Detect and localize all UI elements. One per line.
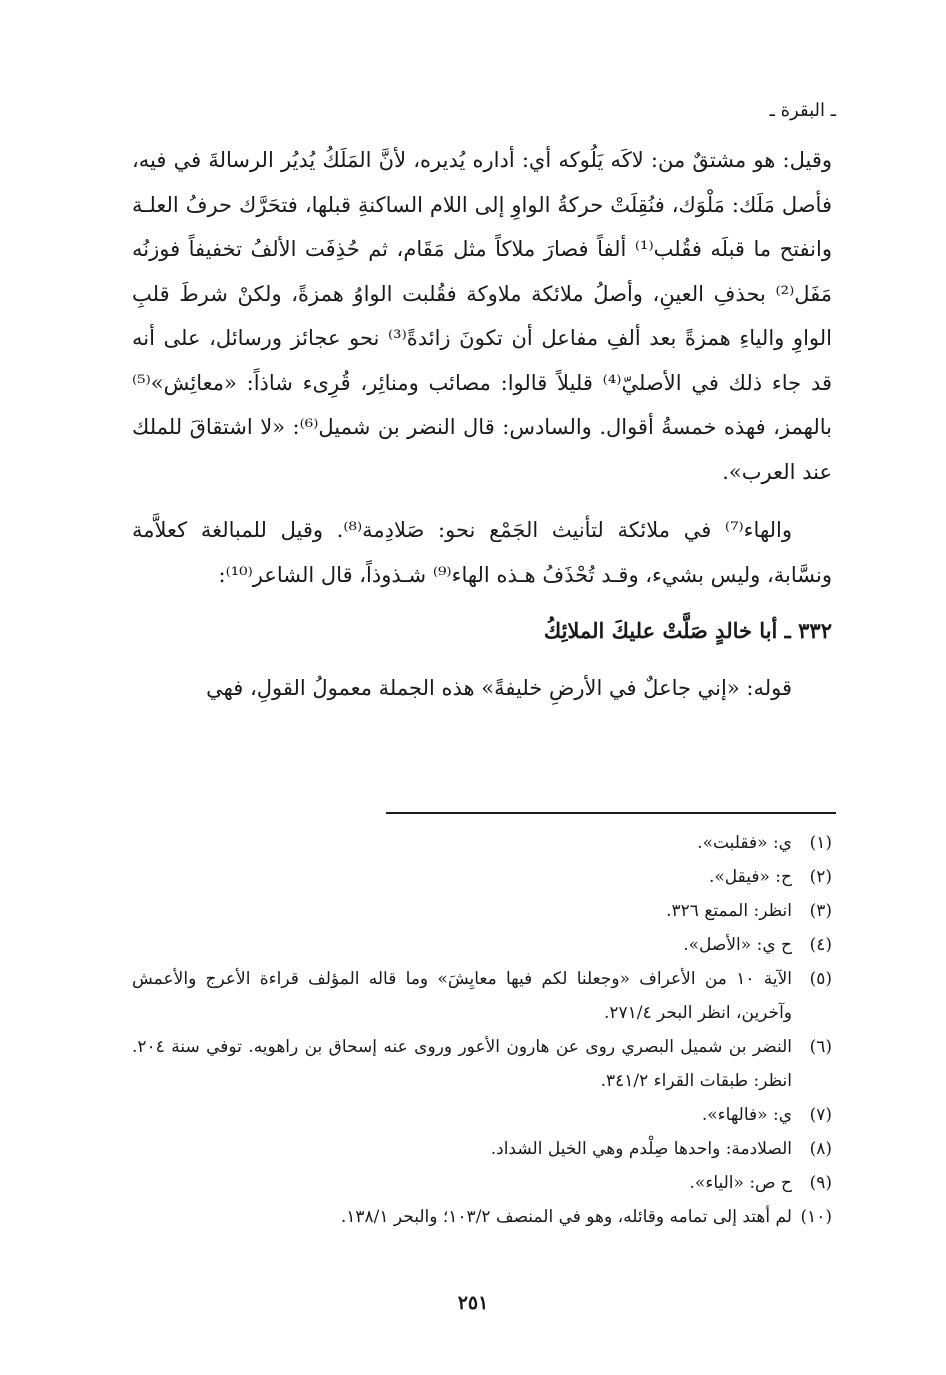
- footnote-text: الآية ١٠ من الأعراف «وجعلنا لكم فيها معايِشَ» وما قاله المؤلف قراءة الأعرج والأعمش وآخرين، انظر البحر ٢٧١/٤.: [132, 969, 793, 1023]
- footnote-number: (٧): [809, 1105, 832, 1125]
- footnote-text: ح ي: «الأصل».: [683, 935, 792, 955]
- running-header: ـ البقرة ـ: [769, 100, 836, 121]
- footnote: [132, 826, 832, 860]
- footnote-text: ح ص: «الياء».: [689, 1173, 792, 1193]
- footnote-text: الصلادمة: واحدها صِلْدم وهي الخيل الشداد.: [490, 1139, 792, 1159]
- paragraph-etymology: وقيل: هو مشتقٌ من: لاكَه يَلُوكه أي: أداره يُديره، لأنَّ المَلَكُ يُديُر الرسالةَ في فيه، فأصل مَلَك: مَلْوَك، فنُقِلَتْ حركةُ الواوِ إلى اللام الساكنةِ قبلها، فتحَرَّك حرفُ العلـة وانفتح ما قبلَه فقُلب⁽¹⁾ ألفاً فصارَ ملاكاً مثل مَقَام، ثم حُذِفَت الألفُ تخفيفاً فوزنُه مَفَل⁽²⁾ بحذفِ العينِ، وأصلُ ملائكة ملاوكة فقُلبت الواوُ همزةً، ولكنْ شرطَ قلبِ الواوِ والياءِ همزةً بعد ألفِ مفاعل أن تكونَ زائدةً⁽³⁾ نحو عجائز ورسائل، على أنه قد جاء ذلك في الأصليّ⁽⁴⁾ قليلاً قالوا: مصائب ومنائِر، قُرِىء شاذاً: «معائِش»⁽⁵⁾ بالهمز، فهذه خمسةُ أقوال. والسادس: قال النضر بن شميل⁽⁶⁾: «لا اشتقاقَ للملك عند العرب».: [132, 148, 833, 484]
- footnote-number: (٢): [809, 867, 832, 887]
- footnote-number: (٥): [809, 969, 832, 989]
- footnote-number: (٦): [809, 1037, 832, 1057]
- footnote-number: (٤): [809, 935, 832, 955]
- footnote-text: النضر بن شميل البصري روى عن هارون الأعور وروى عنه إسحاق بن راهويه. توفي سنة ٢٠٤. انظر: طبقات القراء ٣٤١/٢.: [132, 1037, 792, 1091]
- footnotes: [132, 826, 832, 1234]
- main-text: [132, 138, 832, 710]
- footnote-text: ح: «فيقل».: [708, 867, 792, 887]
- footnote-text: لم أهتد إلى تمامه وقائله، وهو في المنصف ١٠٣/٢؛ والبحر ١٣٨/١.: [340, 1207, 792, 1227]
- paragraph-feminine-ha: والهاء⁽⁷⁾ في ملائكة لتأنيث الجَمْع نحو: صَلادِمة⁽⁸⁾. وقيل للمبالغة كعلاَّمة ونسَّابة، وليس بشيء، وقـد تُحْذَفُ هـذه الهاء⁽⁹⁾ شـذوذاً، قال الشاعر⁽¹⁰⁾:: [132, 518, 832, 587]
- page-number: ٢٥١: [457, 1292, 489, 1314]
- footnote: [132, 860, 832, 894]
- footnote-text: انظر: الممتع ٣٢٦.: [666, 901, 792, 921]
- footnote-number: (١): [809, 833, 832, 853]
- footnote-number: (٣): [809, 901, 832, 921]
- footnote: [132, 1132, 832, 1166]
- footnote: [132, 1098, 832, 1132]
- footnote: [132, 894, 832, 928]
- footnote: [132, 1200, 832, 1234]
- footnote-number: (٩): [809, 1173, 832, 1193]
- paragraph-quran-quote: قوله: «إني جاعلٌ في الأرضِ خليفةً» هذه الجملة معمولُ القولِ، فهي: [206, 675, 792, 700]
- footnote: [132, 1166, 832, 1200]
- footnote: [132, 928, 832, 962]
- footnote: [132, 1030, 832, 1098]
- footnote-number: (٨): [809, 1139, 832, 1159]
- footnote-text: ي: «فقلبت».: [697, 833, 792, 853]
- footnote-text: ي: «فالهاء».: [701, 1105, 792, 1125]
- poetry-verse: ٣٣٢ ـ أبا خالدٍ صَلَّتْ عليكَ الملائِكُ: [543, 618, 832, 643]
- footnote-number: (١٠): [800, 1207, 832, 1227]
- footnote-separator: [386, 812, 836, 814]
- footnote: [132, 962, 832, 1030]
